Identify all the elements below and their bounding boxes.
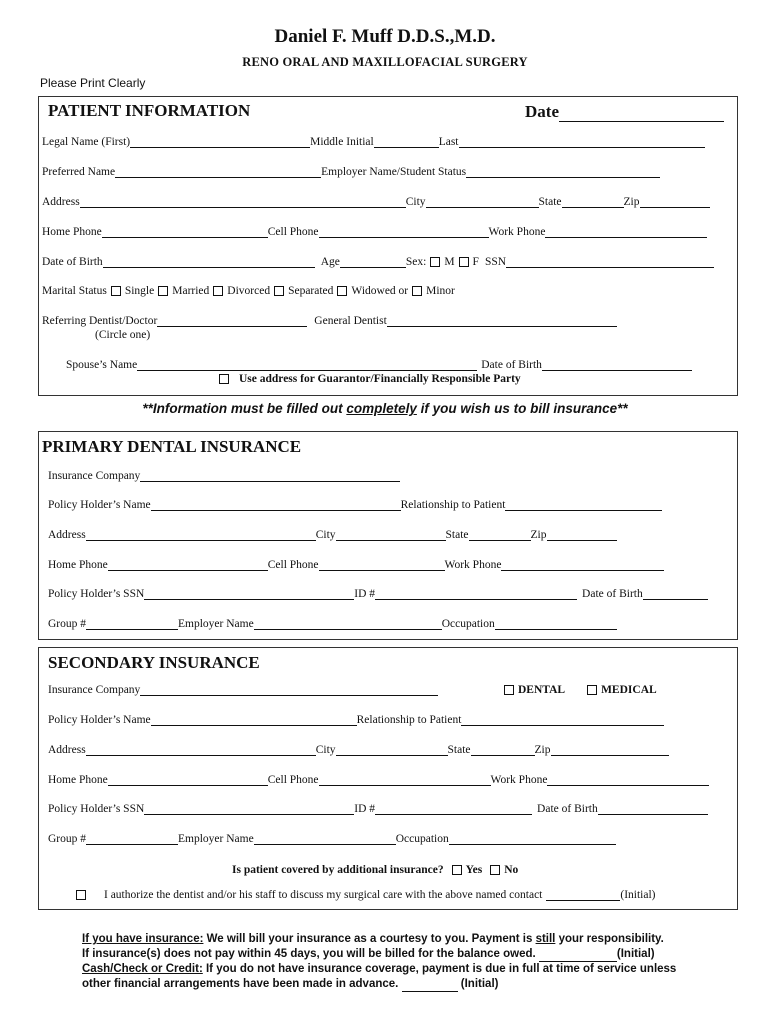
footer-insurance-heading: If you have insurance:	[82, 933, 204, 945]
secondary-group-label: Group #	[48, 833, 87, 845]
primary-home-phone-label: Home Phone	[48, 559, 108, 571]
footer-line-4	[82, 977, 762, 992]
primary-holder-label: Policy Holder’s Name	[48, 499, 151, 511]
secondary-holder-label: Policy Holder’s Name	[48, 714, 151, 726]
secondary-dob-label: Date of Birth	[537, 803, 598, 815]
secondary-insurance-title: SECONDARY INSURANCE	[48, 653, 260, 672]
footer-l4-text: other financial arrangements have been made in advance.	[82, 978, 399, 990]
secondary-city-label: City	[315, 744, 336, 756]
footer-initial-2-label: (Initial)	[460, 978, 499, 990]
practice-subtitle: RENO ORAL AND MAXILLOFACIAL SURGERY	[242, 55, 528, 69]
primary-city-input[interactable]	[336, 529, 446, 541]
medical-checkbox[interactable]	[587, 685, 597, 695]
employer-input[interactable]	[466, 166, 660, 178]
sex-m-checkbox[interactable]	[430, 257, 440, 267]
last-name-input[interactable]	[459, 136, 705, 148]
primary-company-label: Insurance Company	[48, 470, 141, 482]
general-dentist-input[interactable]	[387, 315, 617, 327]
additional-no-checkbox[interactable]	[490, 865, 500, 875]
additional-insurance-label: Is patient covered by additional insurance?	[232, 864, 444, 876]
print-note: Please Print Clearly	[40, 76, 146, 90]
use-address-label: Use address for Guarantor/Financially Responsible Party	[239, 373, 521, 385]
authorize-initial-label: (Initial)	[620, 889, 656, 901]
divorced-label: Divorced	[227, 285, 271, 297]
state-label: State	[538, 196, 562, 208]
referring-input[interactable]	[157, 315, 307, 327]
secondary-relationship-input[interactable]	[461, 714, 664, 726]
primary-address-label: Address	[48, 529, 86, 541]
primary-work-phone-label: Work Phone	[444, 559, 502, 571]
primary-dob-input[interactable]	[643, 588, 708, 600]
widowed-checkbox[interactable]	[337, 286, 347, 296]
home-phone-input[interactable]	[102, 226, 268, 238]
primary-insurance-title: PRIMARY DENTAL INSURANCE	[42, 437, 302, 456]
zip-label: Zip	[623, 196, 640, 208]
secondary-work-phone-label: Work Phone	[490, 774, 548, 786]
secondary-company-label: Insurance Company	[48, 684, 141, 696]
dental-label: DENTAL	[518, 684, 566, 696]
middle-initial-label: Middle Initial	[310, 136, 374, 148]
secondary-employer-label: Employer Name	[178, 833, 254, 845]
secondary-holder-input[interactable]	[151, 714, 357, 726]
primary-work-phone-input[interactable]	[501, 559, 664, 571]
footer-still: still	[535, 933, 556, 945]
widowed-label: Widowed or	[351, 285, 409, 297]
secondary-work-phone-input[interactable]	[547, 774, 709, 786]
spouse-dob-input[interactable]	[542, 359, 692, 371]
sex-f-label: F	[472, 256, 479, 268]
primary-cell-phone-input[interactable]	[319, 559, 445, 571]
secondary-cell-phone-label: Cell Phone	[267, 774, 319, 786]
legal-first-label: Legal Name (First)	[42, 136, 131, 148]
single-checkbox[interactable]	[111, 286, 121, 296]
spouse-name-label: Spouse’s Name	[66, 359, 138, 371]
authorize-label: I authorize the dentist and/or his staff to discuss my surgical care with the above named contact	[104, 889, 543, 901]
work-phone-input[interactable]	[545, 226, 707, 238]
medical-label: MEDICAL	[601, 684, 657, 696]
age-label: Age	[320, 256, 340, 268]
secondary-occupation-label: Occupation	[395, 833, 449, 845]
dental-checkbox[interactable]	[504, 685, 514, 695]
primary-state-input[interactable]	[469, 529, 531, 541]
secondary-group-input[interactable]	[86, 833, 178, 845]
primary-zip-input[interactable]	[547, 529, 617, 541]
primary-ssn-label: Policy Holder’s SSN	[48, 588, 145, 600]
use-address-checkbox[interactable]	[219, 374, 229, 384]
ssn-input[interactable]	[506, 256, 714, 268]
secondary-ssn-label: Policy Holder’s SSN	[48, 803, 145, 815]
footer-l1-end: your responsibility.	[555, 933, 664, 945]
separated-checkbox[interactable]	[274, 286, 284, 296]
additional-yes-checkbox[interactable]	[452, 865, 462, 875]
secondary-company-input[interactable]	[140, 684, 438, 696]
secondary-cell-phone-input[interactable]	[319, 774, 491, 786]
secondary-id-input[interactable]	[375, 803, 532, 815]
dob-label: Date of Birth	[42, 256, 103, 268]
footer-l3-text: If you do not have insurance coverage, payment is due in full at time of service unless	[202, 963, 677, 975]
primary-zip-label: Zip	[530, 529, 547, 541]
sex-m-label: M	[444, 256, 455, 268]
primary-dob-label: Date of Birth	[582, 588, 643, 600]
additional-no-label: No	[504, 864, 519, 876]
preferred-name-label: Preferred Name	[42, 166, 116, 178]
single-label: Single	[124, 285, 155, 297]
secondary-state-input[interactable]	[471, 744, 535, 756]
notice-emphasis: completely	[346, 401, 417, 416]
ssn-label: SSN	[484, 256, 507, 268]
state-input[interactable]	[562, 196, 624, 208]
divorced-checkbox[interactable]	[213, 286, 223, 296]
secondary-city-input[interactable]	[336, 744, 448, 756]
spouse-dob-label: Date of Birth	[481, 359, 542, 371]
primary-group-label: Group #	[48, 618, 87, 630]
payment-terms	[82, 932, 762, 992]
minor-checkbox[interactable]	[412, 286, 422, 296]
primary-home-phone-input[interactable]	[108, 559, 268, 571]
zip-input[interactable]	[640, 196, 710, 208]
patient-info-title: PATIENT INFORMATION	[48, 101, 251, 120]
footer-line-3	[82, 962, 762, 977]
primary-occupation-input[interactable]	[495, 618, 617, 630]
primary-ssn-input[interactable]	[144, 588, 354, 600]
primary-employer-input[interactable]	[254, 618, 442, 630]
secondary-relationship-label: Relationship to Patient	[356, 714, 462, 726]
primary-holder-input[interactable]	[151, 499, 401, 511]
primary-group-input[interactable]	[86, 618, 178, 630]
secondary-employer-input[interactable]	[254, 833, 396, 845]
additional-yes-label: Yes	[465, 864, 483, 876]
primary-relationship-label: Relationship to Patient	[400, 499, 506, 511]
primary-city-label: City	[315, 529, 336, 541]
notice-pre: **Information must be filled out	[142, 401, 347, 416]
primary-occupation-label: Occupation	[441, 618, 495, 630]
notice-post: if you wish us to bill insurance**	[416, 401, 628, 416]
secondary-dob-input[interactable]	[598, 803, 708, 815]
footer-initial-1-input[interactable]	[539, 950, 617, 962]
employer-label: Employer Name/Student Status	[321, 166, 467, 178]
footer-line-2	[82, 947, 762, 962]
footer-line-1	[82, 932, 762, 947]
authorize-checkbox[interactable]	[76, 890, 86, 900]
primary-relationship-input[interactable]	[505, 499, 662, 511]
middle-initial-input[interactable]	[374, 136, 439, 148]
dob-input[interactable]	[103, 256, 315, 268]
secondary-state-label: State	[447, 744, 471, 756]
marital-status-label: Marital Status	[42, 285, 107, 297]
married-checkbox[interactable]	[158, 286, 168, 296]
secondary-home-phone-input[interactable]	[108, 774, 268, 786]
sex-label: Sex:	[405, 256, 427, 268]
authorize-initial-input[interactable]	[546, 889, 620, 901]
footer-initial-1-label: (Initial)	[616, 948, 655, 960]
address-input[interactable]	[80, 196, 406, 208]
date-field	[525, 102, 724, 122]
city-label: City	[405, 196, 426, 208]
primary-cell-phone-label: Cell Phone	[267, 559, 319, 571]
secondary-home-phone-label: Home Phone	[48, 774, 108, 786]
separated-label: Separated	[288, 285, 334, 297]
general-dentist-label: General Dentist	[314, 315, 387, 327]
primary-id-input[interactable]	[375, 588, 577, 600]
address-label: Address	[42, 196, 80, 208]
secondary-zip-label: Zip	[534, 744, 551, 756]
footer-cash-heading: Cash/Check or Credit:	[82, 963, 203, 975]
date-label: Date	[525, 102, 559, 121]
legal-first-input[interactable]	[130, 136, 310, 148]
primary-company-input[interactable]	[140, 470, 400, 482]
billing-notice	[0, 401, 770, 416]
primary-employer-label: Employer Name	[178, 618, 254, 630]
work-phone-label: Work Phone	[488, 226, 546, 238]
city-input[interactable]	[426, 196, 539, 208]
last-name-label: Last	[438, 136, 459, 148]
home-phone-label: Home Phone	[42, 226, 102, 238]
secondary-zip-input[interactable]	[551, 744, 669, 756]
circle-one-note: (Circle one)	[95, 329, 151, 341]
referring-label: Referring Dentist/Doctor	[42, 315, 158, 327]
primary-state-label: State	[445, 529, 469, 541]
minor-label: Minor	[426, 285, 455, 297]
age-input[interactable]	[340, 256, 406, 268]
secondary-address-input[interactable]	[86, 744, 316, 756]
footer-l2-text: If insurance(s) does not pay within 45 days, you will be billed for the balance owed.	[82, 948, 536, 960]
married-label: Married	[172, 285, 210, 297]
sex-f-checkbox[interactable]	[459, 257, 469, 267]
cell-phone-input[interactable]	[319, 226, 489, 238]
secondary-ssn-input[interactable]	[144, 803, 354, 815]
spouse-name-input[interactable]	[137, 359, 477, 371]
footer-l1-text: We will bill your insurance as a courtesy to you. Payment is	[203, 933, 536, 945]
primary-address-input[interactable]	[86, 529, 316, 541]
secondary-id-label: ID #	[354, 803, 376, 815]
date-input[interactable]	[559, 106, 724, 122]
preferred-name-input[interactable]	[115, 166, 321, 178]
secondary-address-label: Address	[48, 744, 86, 756]
practice-title: Daniel F. Muff D.D.S.,M.D.	[274, 26, 496, 47]
cell-phone-label: Cell Phone	[267, 226, 319, 238]
footer-initial-2-input[interactable]	[402, 980, 458, 992]
secondary-occupation-input[interactable]	[449, 833, 616, 845]
primary-id-label: ID #	[354, 588, 376, 600]
